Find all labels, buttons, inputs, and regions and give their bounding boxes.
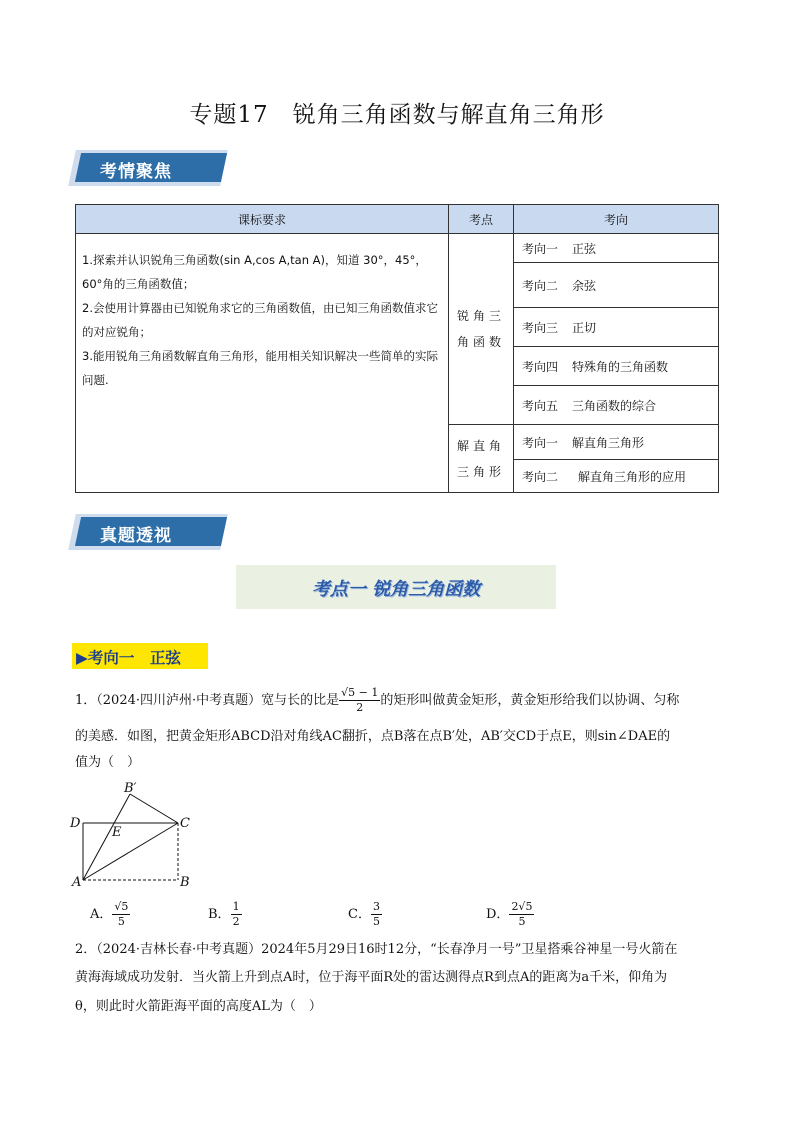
label-e: E	[112, 825, 122, 840]
kaoxiang-label: ▶考向一 正弦	[76, 649, 181, 667]
point-label: 角函数	[456, 335, 505, 349]
fraction-denominator: 5	[117, 915, 125, 928]
direction-key: 考向二	[522, 469, 559, 484]
label-d: D	[70, 816, 81, 831]
question-text: 1．（2024·四川泸州·中考真题）宽与长的比是	[75, 693, 340, 708]
question-1-line-3: 值为（ ）	[75, 755, 141, 770]
section-banner-label: 考情聚焦	[100, 162, 172, 182]
direction-value: 余弦	[572, 278, 597, 293]
direction-key: 考向五	[522, 398, 559, 413]
direction-key: 考向一	[522, 241, 559, 256]
requirement-item: 1.探索并认识锐角三角函数(sin A,cos A,tan A)，知道 30°，45°，60°角的三角函数值；	[82, 253, 427, 291]
fraction-denominator: 2	[356, 701, 364, 714]
golden-ratio-fraction	[339, 686, 380, 715]
requirement-item: 2.会使用计算器由已知锐角求它的三角函数值，由已知三角函数值求它的对应锐角；	[82, 301, 438, 339]
option-key: C．	[348, 907, 371, 922]
option-key: D．	[486, 907, 510, 922]
direction-value: 正切	[572, 320, 597, 335]
direction-cell	[514, 425, 719, 460]
fraction-numerator: 2√5	[511, 900, 533, 913]
label-c: C	[180, 816, 190, 831]
kaoxiang-heading	[72, 643, 208, 669]
direction-value: 正弦	[572, 241, 597, 256]
section-banner-label: 真题透视	[100, 526, 172, 546]
kaodian-title: 考点一 锐角三角函数	[311, 579, 481, 600]
fraction-denominator: 5	[372, 915, 380, 928]
question-1-line-2: 的美感．如图，把黄金矩形ABCD沿对角线AC翻折，点B落在点B′处，AB′交CD于点E，则sin∠DAE的	[75, 729, 671, 744]
label-b-prime: B′	[124, 781, 137, 796]
direction-key: 考向三	[522, 320, 559, 335]
question-text: 的矩形叫做黄金矩形，黄金矩形给我们以协调、匀称	[380, 693, 680, 708]
question-2-line-3: θ，则此时火箭距海平面的高度AL为（ ）	[75, 999, 322, 1014]
header-direction: 考向	[514, 205, 719, 234]
direction-value: 特殊角的三角函数	[572, 359, 669, 374]
question-1-line-1	[75, 686, 679, 715]
option-b	[208, 900, 242, 929]
section-banner-kaoqing	[72, 150, 228, 188]
fraction-denominator: 5	[518, 915, 526, 928]
direction-cell	[514, 386, 719, 425]
option-d	[486, 900, 534, 929]
kaodian-box	[236, 565, 556, 609]
point-cell-right-triangle	[449, 425, 514, 493]
point-label: 三角形	[456, 464, 505, 479]
direction-value: 解直角三角形的应用	[578, 469, 687, 484]
fraction-denominator: 2	[232, 915, 240, 928]
option-key: A．	[90, 907, 113, 922]
direction-key: 考向一	[522, 435, 559, 450]
option-c	[348, 900, 382, 929]
header-point: 考点	[449, 205, 514, 234]
direction-cell	[514, 460, 719, 493]
point-label: 解直角	[456, 438, 505, 453]
direction-value: 三角函数的综合	[572, 398, 657, 413]
requirements-cell	[76, 234, 449, 493]
option-a	[90, 900, 130, 929]
direction-cell	[514, 263, 719, 308]
point-label: 锐角三	[456, 309, 505, 323]
direction-cell	[514, 308, 719, 347]
geometry-figure	[68, 780, 208, 892]
requirement-item: 3.能用锐角三角函数解直角三角形，能用相关知识解决一些简单的实际问题.	[82, 349, 438, 387]
fraction-numerator: √5	[114, 900, 129, 913]
direction-cell	[514, 347, 719, 386]
fraction-numerator: √5 − 1	[341, 686, 379, 699]
label-b: B	[180, 875, 190, 890]
label-a: A	[72, 875, 82, 890]
option-key: B．	[208, 907, 231, 922]
page-title: 专题17 锐角三角函数与解直角三角形	[189, 102, 605, 128]
question-2-line-1: 2．（2024·吉林长春·中考真题）2024年5月29日16时12分，“长春净月一号”卫星搭乘谷神星一号火箭在	[75, 942, 678, 957]
header-requirements: 课标要求	[76, 205, 449, 234]
requirements-table	[75, 204, 719, 493]
direction-value: 解直角三角形	[572, 435, 645, 450]
fraction-numerator: 1	[232, 900, 240, 913]
point-cell-acute	[449, 234, 514, 425]
fraction-numerator: 3	[372, 900, 380, 913]
direction-key: 考向四	[522, 359, 559, 374]
direction-key: 考向二	[522, 278, 559, 293]
direction-cell	[514, 234, 719, 263]
question-2-line-2: 黄海海域成功发射．当火箭上升到点A时，位于海平面R处的雷达测得点R到点A的距离为a千米，仰角为	[75, 970, 668, 985]
section-banner-zhenti	[72, 514, 228, 552]
